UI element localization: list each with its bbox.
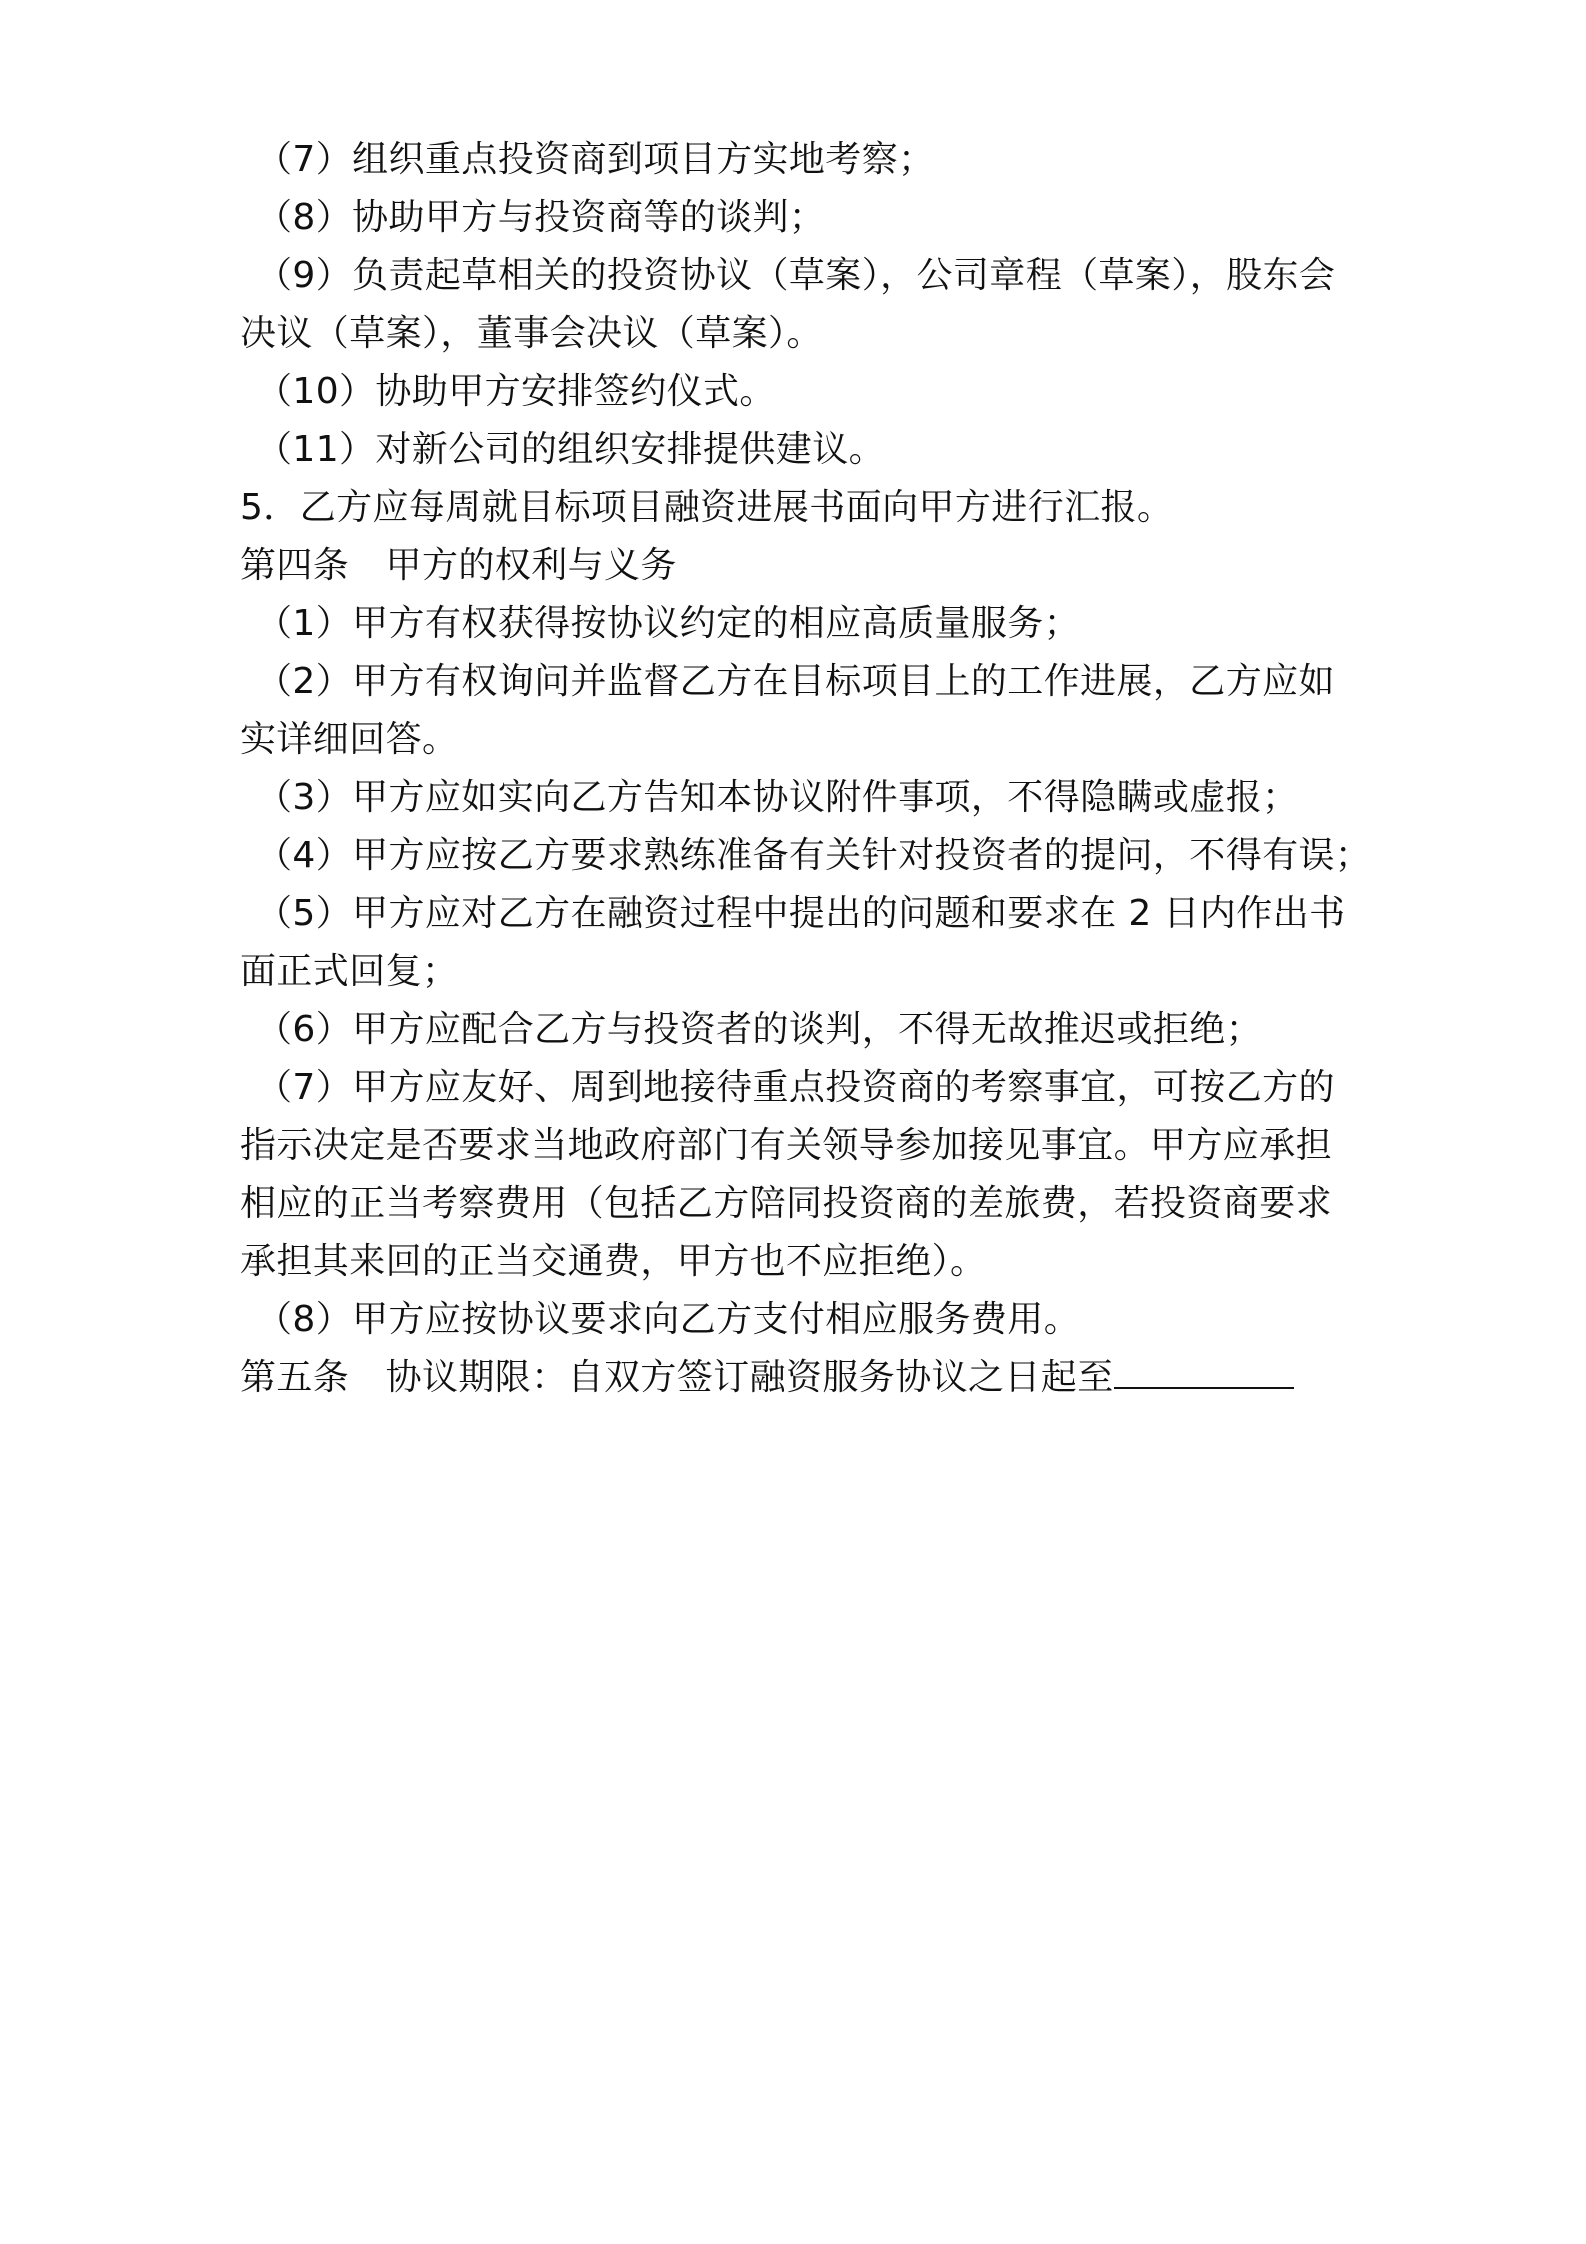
- article-4-item-4: （4）甲方应按乙方要求熟练准备有关针对投资者的提问，不得有误；: [256, 835, 1372, 876]
- article-4-heading: 第四条 甲方的权利与义务: [240, 545, 677, 586]
- clause-item-7-a: （7）组织重点投资商到项目方实地考察；: [256, 139, 935, 180]
- fill-in-blank[interactable]: [1114, 1357, 1294, 1389]
- article-4-item-7-line3: 相应的正当考察费用（包括乙方陪同投资商的差旅费，若投资商要求: [240, 1183, 1333, 1224]
- clause-item-11: （11）对新公司的组织安排提供建议。: [256, 429, 886, 470]
- article-4-item-5-line2: 面正式回复；: [240, 951, 459, 992]
- article-4-item-7-line2: 指示决定是否要求当地政府部门有关领导参加接见事宜。甲方应承担: [240, 1125, 1333, 1166]
- article-4-item-2-line1: （2）甲方有权询问并监督乙方在目标项目上的工作进展，乙方应如: [256, 661, 1335, 702]
- article-4-item-2-line2: 实详细回答。: [240, 719, 459, 760]
- article-4-item-3: （3）甲方应如实向乙方告知本协议附件事项，不得隐瞒或虚报；: [256, 777, 1299, 818]
- article-4-item-1: （1）甲方有权获得按协议约定的相应高质量服务；: [256, 603, 1081, 644]
- article-4-item-8: （8）甲方应按协议要求向乙方支付相应服务费用。: [256, 1299, 1081, 1340]
- clause-item-9-line2: 决议（草案），董事会决议（草案）。: [240, 313, 823, 354]
- article-4-item-5-line1: （5）甲方应对乙方在融资过程中提出的问题和要求在 2 日内作出书: [256, 893, 1346, 934]
- clause-item-9-line1: （9）负责起草相关的投资协议（草案），公司章程（草案），股东会: [256, 255, 1336, 296]
- clause-5: 5．乙方应每周就目标项目融资进展书面向甲方进行汇报。: [240, 487, 1174, 528]
- article-5-text: 第五条 协议期限：自双方签订融资服务协议之日起至: [240, 1357, 1114, 1398]
- article-5-line: [240, 1356, 1294, 1400]
- article-4-item-7-line4: 承担其来回的正当交通费，甲方也不应拒绝）。: [240, 1241, 987, 1282]
- article-4-item-6: （6）甲方应配合乙方与投资者的谈判，不得无故推迟或拒绝；: [256, 1009, 1263, 1050]
- clause-item-10: （10）协助甲方安排签约仪式。: [256, 371, 776, 412]
- clause-item-8-a: （8）协助甲方与投资商等的谈判；: [256, 197, 826, 238]
- article-4-item-7-line1: （7）甲方应友好、周到地接待重点投资商的考察事宜，可按乙方的: [256, 1067, 1335, 1108]
